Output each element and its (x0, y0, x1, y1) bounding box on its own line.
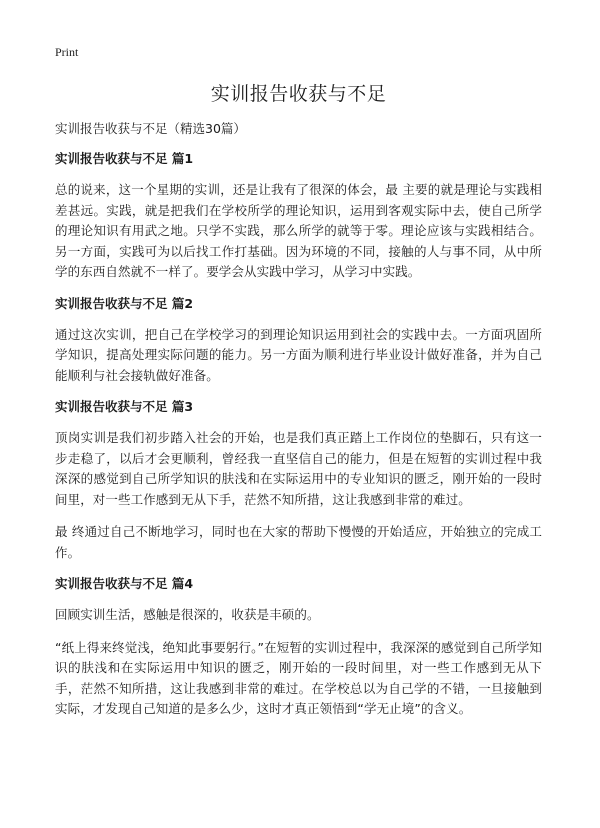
section-heading: 实训报告收获与不足 篇4 (55, 576, 194, 591)
document-subtitle: 实训报告收获与不足（精选30篇） (55, 121, 246, 136)
section (55, 398, 542, 563)
paragraph: 顶岗实训是我们初步踏入社会的开始，也是我们真正踏上工作岗位的垫脚石，只有这一步走稳了，以后才会更顺利，曾经我一直坚信自己的能力，但是在短暂的实训过程中我深深的感觉到自己所学知识的肤浅和在实际运用中的专业知识的匮乏，刚开始的一段时间里，对一些工作感到无从下手，茫然不知所措，这让我感到非常的难过。 (55, 430, 542, 507)
paragraph: 回顾实训生活，感触是很深的，收获是丰硕的。 (55, 607, 320, 622)
section (55, 575, 542, 720)
section (55, 150, 542, 283)
paragraph: 最 终通过自己不断地学习，同时也在大家的帮助下慢慢的开始适应，开始独立的完成工作。 (55, 524, 542, 560)
paragraph: “纸上得来终觉浅，绝知此事要躬行。”在短暂的实训过程中，我深深的感觉到自己所学知识的肤浅和在实际运用中知识的匮乏，刚开始的一段时间里，对一些工作感到无从下手，茫然不知所措，这让我感到非常的难过。在学校总以为自己学的不错，一旦接触到实际，才发现自己知道的是多么少，这时才真正领悟到“学无止境”的含义。 (55, 639, 542, 716)
page-title: 实训报告收获与不足 (210, 83, 387, 105)
paragraph: 总的说来，这一个星期的实训，还是让我有了很深的体会，最 主要的就是理论与实践相差甚远。实践，就是把我们在学校所学的理论知识，运用到客观实际中去，使自己所学的理论知识有用武之地。只学不实践，那么所学的就等于零。理论应该与实践相结合。另一方面，实践可为以后找工作打基础。因为环境的不同，接触的人与事不同，从中所学的东西自然就不一样了。要学会从实践中学习，从学习中实践。 (55, 182, 542, 279)
section-heading: 实训报告收获与不足 篇3 (55, 399, 194, 414)
section (55, 295, 542, 387)
paragraph: 通过这次实训，把自己在学校学习的到理论知识运用到社会的实践中去。一方面巩固所学知识，提高处理实际问题的能力。另一方面为顺利进行毕业设计做好准备，并为自己能顺利与社会接轨做好准备。 (55, 326, 542, 383)
section-heading: 实训报告收获与不足 篇1 (55, 151, 194, 166)
section-heading: 实训报告收获与不足 篇2 (55, 295, 194, 311)
print-link[interactable]: Print (55, 45, 79, 59)
